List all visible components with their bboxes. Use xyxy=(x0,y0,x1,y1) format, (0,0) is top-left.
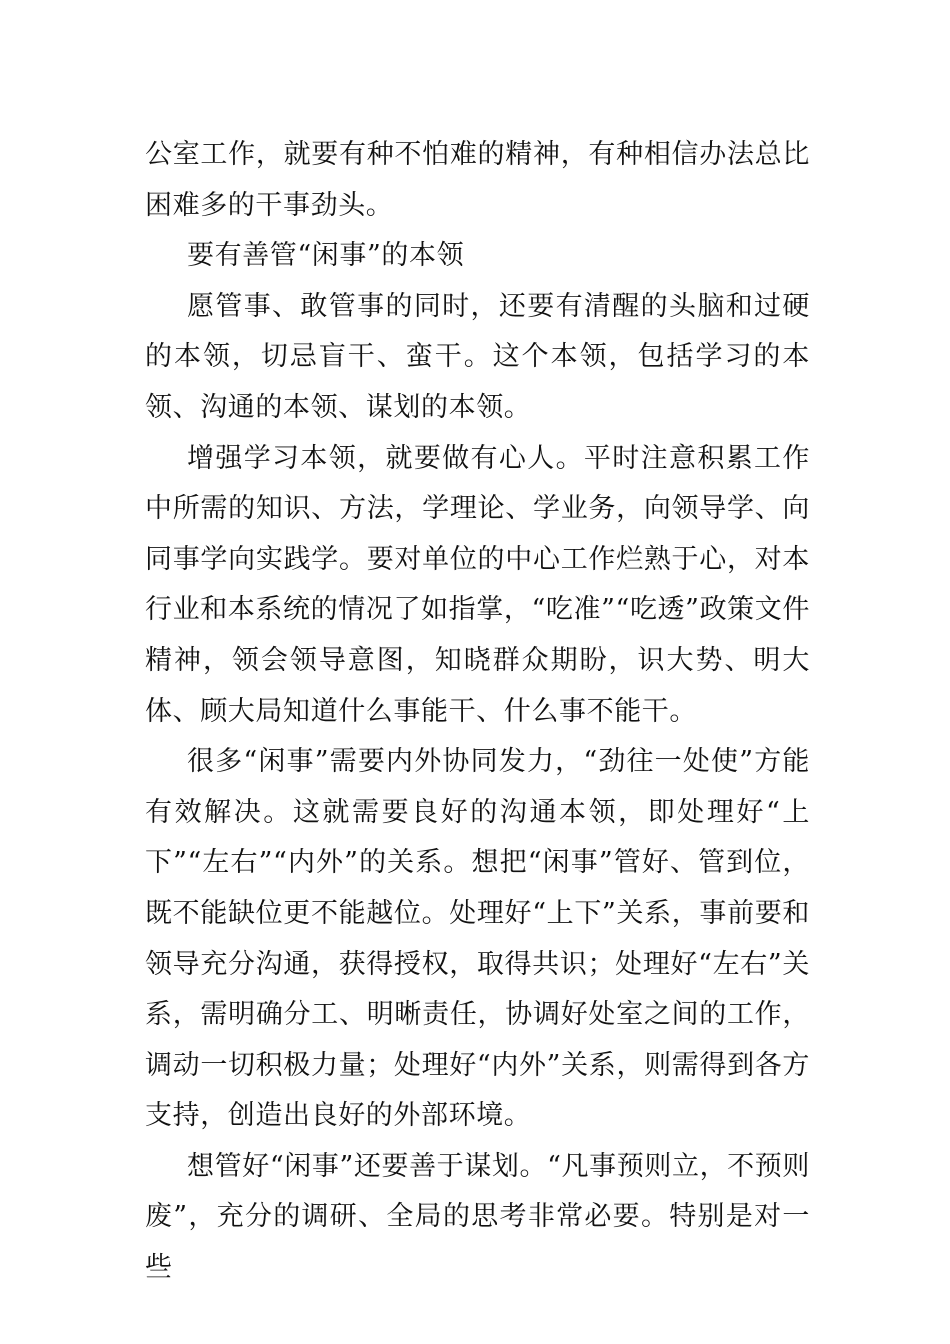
paragraph-continuation: 公室工作，就要有种不怕难的精神，有种相信办法总比困难多的干事劲头。 xyxy=(145,139,810,221)
paragraph-planning-ability: 想管好“闲事”还要善于谋划。“凡事预则立，不预则废”，充分的调研、全局的思考非常必要。特别是对一些 xyxy=(145,1150,810,1284)
paragraph-learning-ability: 增强学习本领，就要做有心人。平时注意积累工作中所需的知识、方法，学理论、学业务，向领导学、向同事学向实践学。要对单位的中心工作烂熟于心，对本行业和本系统的情况了如指掌，“吃准”“吃透”政策文件精神，领会领导意图，知晓群众期盼，识大势、明大体、顾大局知道什么事能干、什么事不能干。 xyxy=(145,442,810,727)
paragraph-ability-overview: 愿管事、敢管事的同时，还要有清醒的头脑和过硬的本领，切忌盲干、蛮干。这个本领，包括学习的本领、沟通的本领、谋划的本领。 xyxy=(145,290,810,423)
paragraph-communication-ability: 很多“闲事”需要内外协同发力，“劲往一处使”方能有效解决。这就需要良好的沟通本领，即处理好“上下”“左右”“内外”的关系。想把“闲事”管好、管到位，既不能缺位更不能越位。处理好“上下”关系，事前要和领导充分沟通，获得授权，取得共识；处理好“左右”关系，需明确分工、明晰责任，协调好处室之间的工作，调动一切积极力量；处理好“内外”关系，则需得到各方支持，创造出良好的外部环境。 xyxy=(145,746,810,1132)
document-body xyxy=(145,130,810,1294)
section-heading: 要有善管“闲事”的本领 xyxy=(187,240,465,272)
